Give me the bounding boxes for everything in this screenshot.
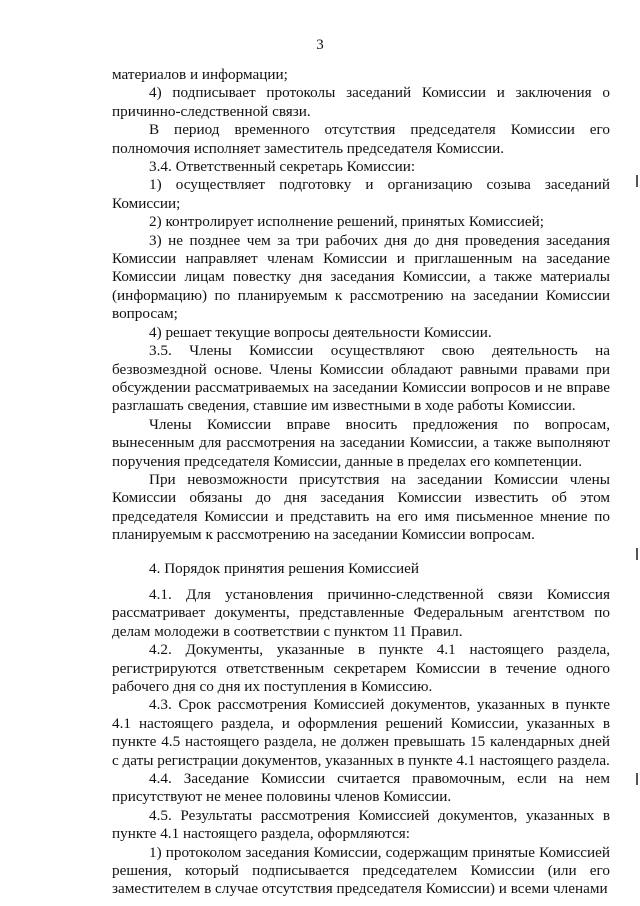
scan-mark xyxy=(636,548,638,560)
paragraph: Члены Комиссии вправе вносить предложения по вопросам, вынесенным для рассмотрения на заседании Комиссии, а также выполняют поручения председателя Комиссии, данные в пределах его компетенции. xyxy=(112,415,610,470)
paragraph: 4) решает текущие вопросы деятельности Комиссии. xyxy=(149,323,492,341)
scan-mark xyxy=(636,175,638,187)
paragraph: 4.4. Заседание Комиссии считается правомочным, если на нем присутствуют не менее половины членов Комиссии. xyxy=(112,770,610,806)
paragraph: 2) контролирует исполнение решений, принятых Комиссией; xyxy=(149,213,544,231)
paragraph: 3) не позднее чем за три рабочих дня до дня проведения заседания Комиссии направляет членам Комиссии и приглашенным на заседание Комиссии лицам повестку дня заседания Комиссии, а также материалы (информацию) по планируемым к рассмотрению на заседании Комиссии вопросам; xyxy=(112,231,610,323)
paragraph: 4.3. Срок рассмотрения Комиссией документов, указанных в пункте 4.1 настоящего раздела, и оформления решений Комиссии, указанных в пункте 4.5 настоящего раздела, не должен превышать 15 календарных дней с даты регистрации документов, указанных в пункте 4.1 настоящего раздела. xyxy=(112,696,610,769)
paragraph: 1) осуществляет подготовку и организацию созыва заседаний Комиссии; xyxy=(112,176,610,212)
document-body xyxy=(112,66,610,899)
section-heading: 4. Порядок принятия решения Комиссией xyxy=(149,559,420,577)
paragraph: 4.2. Документы, указанные в пункте 4.1 настоящего раздела, регистрируются ответственным секретарем Комиссии в течение одного рабочего дня со дня их поступления в Комиссию. xyxy=(112,641,610,695)
scan-mark xyxy=(636,773,638,785)
paragraph: 1) протоколом заседания Комиссии, содержащим принятые Комиссией решения, который подписывается председателем Комиссии (или его заместителем в случае отсутствия председателя Комиссии) и всеми членами xyxy=(112,843,610,898)
paragraph: 3.5. Члены Комиссии осуществляют свою деятельность на безвозмездной основе. Члены Комиссии обладают равными правами при обсуждении рассматриваемых на заседании Комиссии вопросов и не вправе разглашать сведения, ставшие им известными в ходе работы Комиссии. xyxy=(112,342,610,415)
paragraph: При невозможности присутствия на заседании Комиссии члены Комиссии обязаны до дня заседания Комиссии известить об этом председателя Комиссии и представить на его имя письменное мнение по планируемым к рассмотрению на заседании Комиссии вопросам. xyxy=(112,470,610,544)
paragraph: 4.1. Для установления причинно-следственной связи Комиссия рассматривает документы, представленные Федеральным агентством по делам молодежи в соответствии с пунктом 11 Правил. xyxy=(112,585,610,640)
page-number: 3 xyxy=(316,37,324,53)
paragraph: 4.5. Результаты рассмотрения Комиссией документов, указанных в пункте 4.1 настоящего раздела, оформляются: xyxy=(112,806,610,843)
paragraph: 4) подписывает протоколы заседаний Комиссии и заключения о причинно-следственной связи. xyxy=(112,84,610,120)
paragraph: материалов и информации; xyxy=(112,66,288,83)
paragraph: В период временного отсутствия председателя Комиссии его полномочия исполняет заместитель председателя Комиссии. xyxy=(112,121,610,157)
paragraph: 3.4. Ответственный секретарь Комиссии: xyxy=(149,158,416,176)
